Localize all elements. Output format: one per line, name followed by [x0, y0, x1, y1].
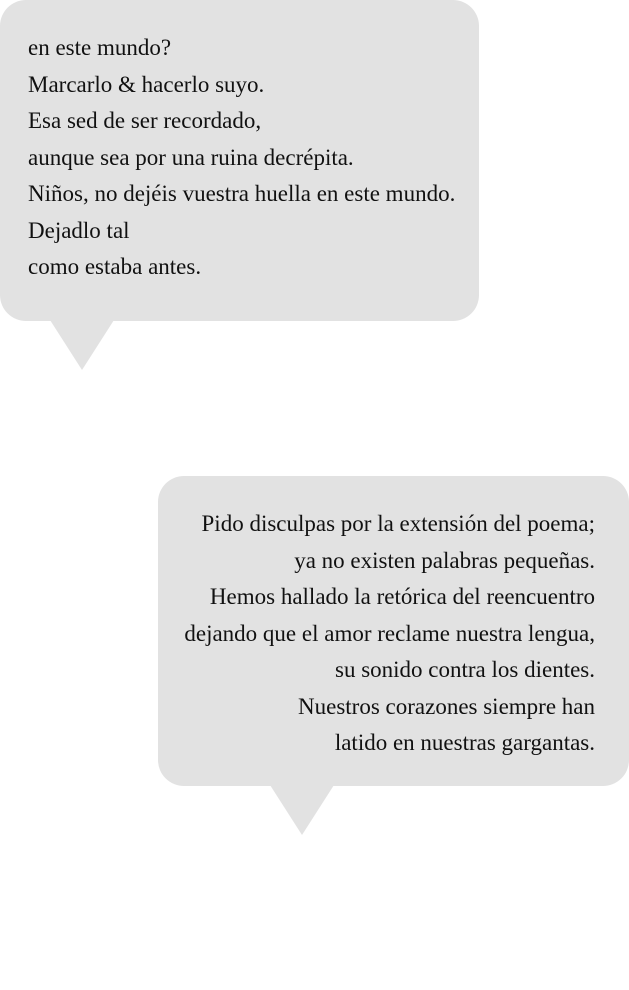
- speech-bubble-tail-top: [50, 320, 114, 370]
- poem-line: Pido disculpas por la extensión del poema;: [201, 511, 595, 536]
- poem-line: ya no existen palabras pequeñas.: [294, 547, 595, 573]
- speech-bubble-tail-bottom: [270, 785, 334, 835]
- poem-line: Esa sed de ser recordado,: [28, 108, 262, 133]
- poem-line: en este mundo?: [28, 35, 172, 60]
- poem-line: Niños, no dejéis vuestra huella en este mundo.: [28, 181, 456, 206]
- speech-bubble-bottom: [158, 476, 629, 786]
- poem-line: Marcarlo & hacerlo suyo.: [28, 71, 265, 97]
- poem-line: Nuestros corazones siempre han: [298, 693, 595, 719]
- poem-line: latido en nuestras gargantas.: [334, 730, 595, 755]
- poem-line: su sonido contra los dientes.: [335, 657, 595, 682]
- poem-line: Hemos hallado la retórica del reencuentro: [209, 584, 595, 609]
- poem-line: Dejadlo tal: [28, 217, 130, 243]
- poem-line: aunque sea por una ruina decrépita.: [28, 144, 354, 170]
- speech-bubble-top: [0, 0, 479, 321]
- poem-line: dejando que el amor reclame nuestra lengua,: [184, 620, 595, 646]
- poem-line: como estaba antes.: [28, 254, 202, 279]
